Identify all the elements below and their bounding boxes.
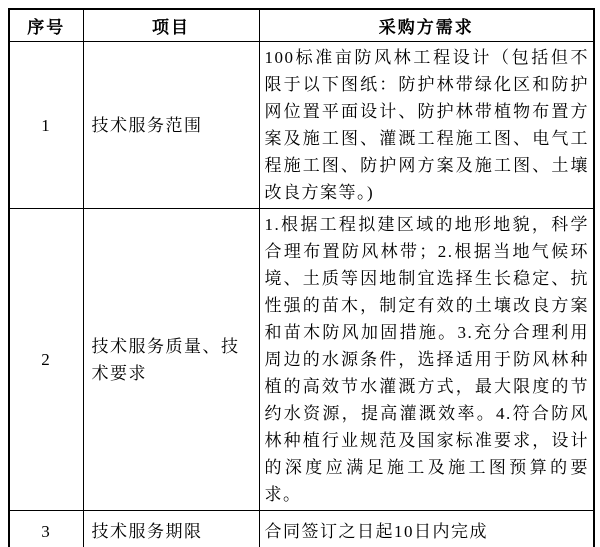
cell-requirement: 1.根据工程拟建区域的地形地貌，科学合理布置防风林带；2.根据当地气候环境、土质等因地制宜选择生长稳定、抗性强的苗木，制定有效的土壤改良方案和苗木防风加固措施。3.充分合理利用周边的水源条件，选择适用于防风林种植的高效节水灌溉方式，最大限度的节约水资源，提高灌溉效率。4.符合防风林种植行业规范及国家标准要求，设计的深度应满足施工及施工图预算的要求。 [259, 209, 594, 511]
header-item: 项目 [83, 9, 259, 42]
table-row [9, 511, 594, 547]
cell-item: 技术服务范围 [83, 42, 259, 209]
cell-item: 技术服务质量、技术要求 [83, 209, 259, 511]
cell-item: 技术服务期限 [83, 511, 259, 547]
table-header-row [9, 9, 594, 42]
cell-sequence-number: 2 [9, 209, 83, 511]
procurement-requirements-table [8, 8, 595, 547]
cell-sequence-number: 3 [9, 511, 83, 547]
table-row [9, 42, 594, 209]
cell-sequence-number: 1 [9, 42, 83, 209]
cell-requirement: 100标准亩防风林工程设计（包括但不限于以下图纸：防护林带绿化区和防护网位置平面设计、防护林带植物布置方案及施工图、灌溉工程施工图、电气工程施工图、防护网方案及施工图、土壤改良方案等。) [259, 42, 594, 209]
header-purchaser-requirement: 采购方需求 [259, 9, 594, 42]
header-sequence-number: 序号 [9, 9, 83, 42]
table-row [9, 209, 594, 511]
cell-requirement: 合同签订之日起10日内完成 [259, 511, 594, 547]
